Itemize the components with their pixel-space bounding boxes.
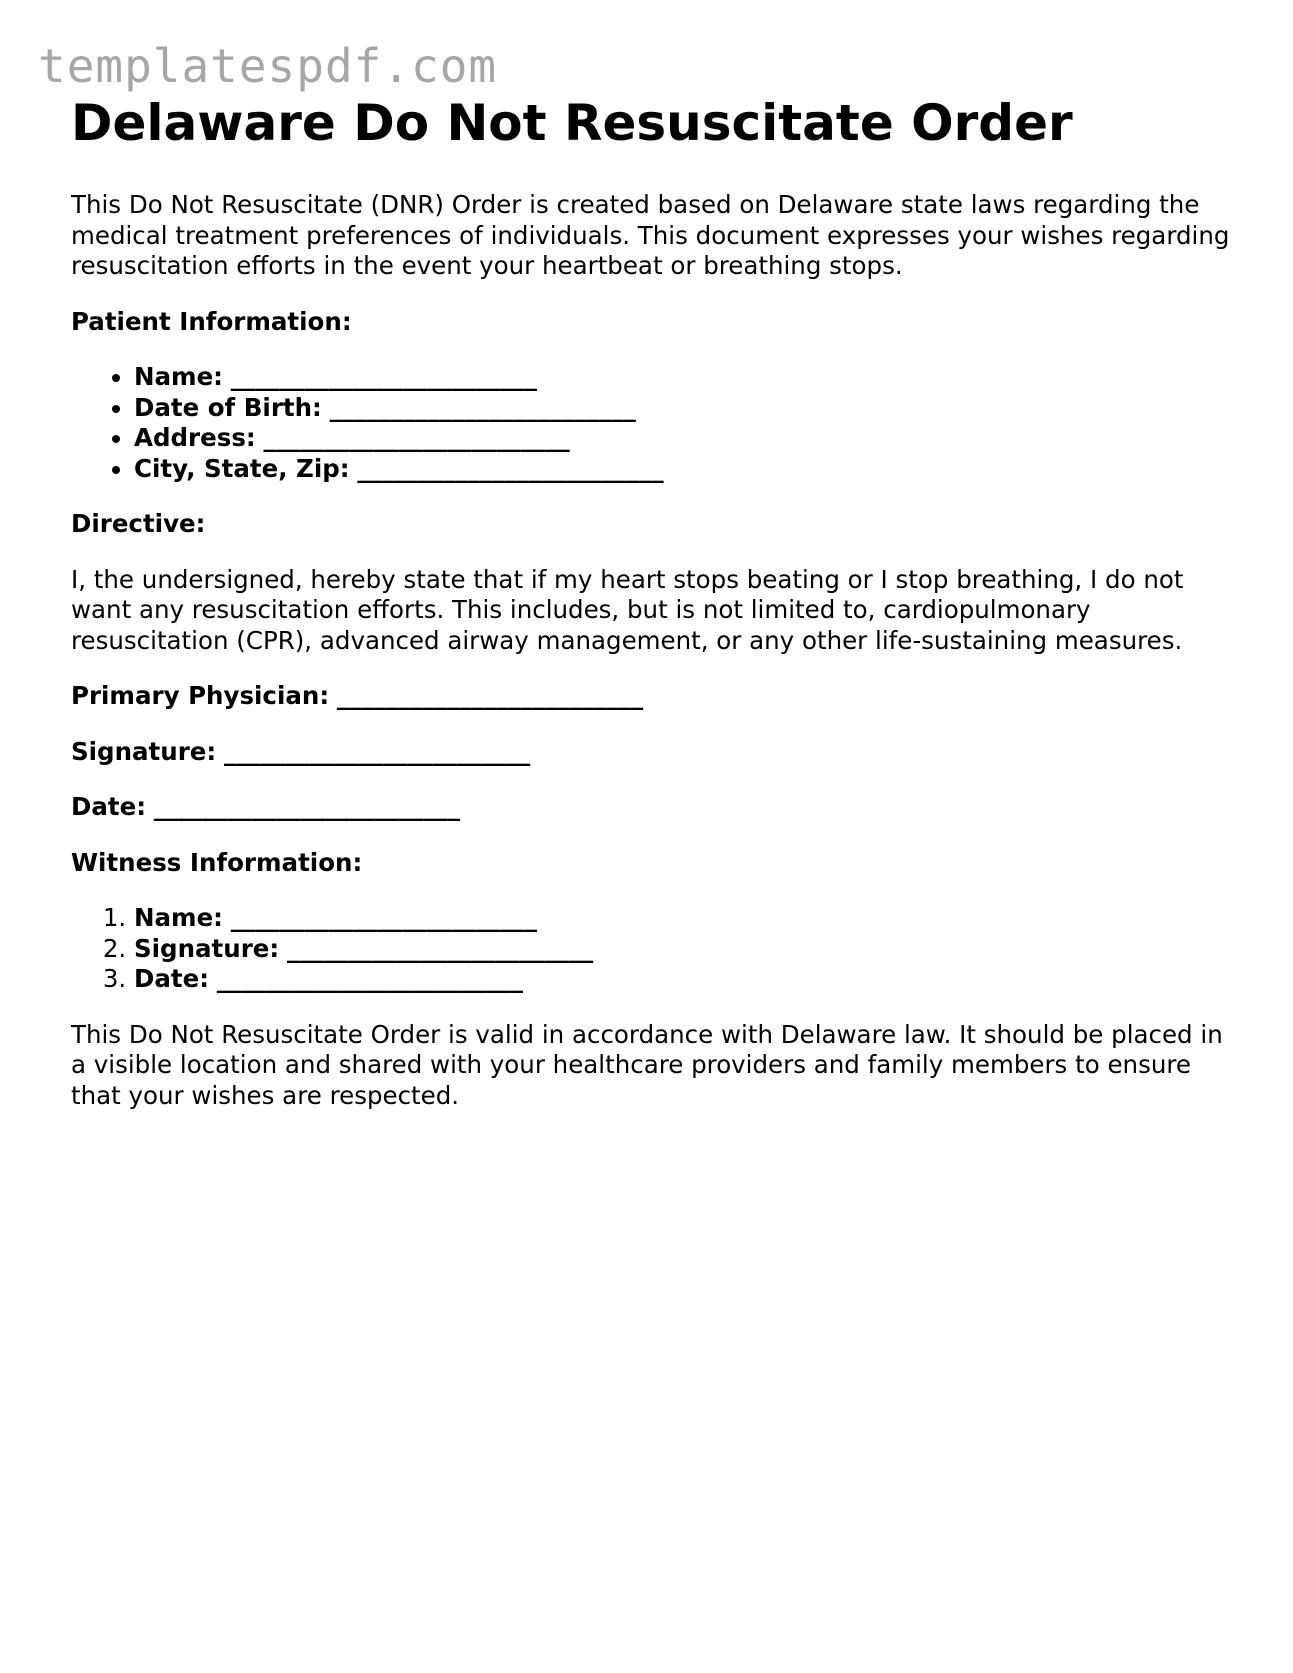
blank-line: _________________________ (336, 681, 644, 710)
blank-line: _________________________ (216, 964, 524, 993)
witness-info-list (71, 903, 1231, 995)
blank-line: _________________________ (230, 903, 538, 932)
directive-paragraph: I, the undersigned, hereby state that if my heart stops beating or I stop breathing, I do not want any resuscitation efforts. This includes, but is not limited to, cardiopulmonary resuscitation (CPR), advanced airway management, or any other life-sustaining measures. (71, 564, 1184, 655)
patient-city-state-zip-field[interactable] (134, 454, 1231, 485)
blank-line: _________________________ (224, 736, 531, 766)
field-label: Name: (134, 362, 223, 391)
field-label: Date of Birth: (134, 392, 322, 422)
witness-signature-field[interactable] (134, 934, 1231, 965)
field-label: City, State, Zip: (134, 453, 350, 483)
field-label: Signature: (134, 933, 280, 963)
field-label: Name: (134, 903, 223, 932)
blank-line: _________________________ (329, 392, 636, 422)
patient-dob-field[interactable] (134, 393, 1231, 424)
patient-info-heading: Patient Information: (71, 306, 352, 336)
primary-physician-field[interactable] (71, 681, 1231, 712)
intro-paragraph: This Do Not Resuscitate (DNR) Order is created based on Delaware state laws regarding the medical treatment preferences of individuals. This document expresses your wishes regarding resuscitation efforts in the event your heartbeat or breathing stops. (71, 190, 1230, 280)
blank-line: _________________________ (357, 453, 664, 483)
field-label: Signature: (71, 736, 217, 766)
witness-date-field[interactable] (134, 964, 1231, 995)
blank-line: _________________________ (230, 362, 538, 391)
page-title: Delaware Do Not Resuscitate Order (71, 94, 1073, 152)
directive-heading: Directive: (71, 509, 206, 538)
blank-line: _________________________ (287, 933, 594, 963)
witness-name-field[interactable] (134, 903, 1231, 934)
field-label: Address: (134, 423, 256, 452)
watermark: templatespdf.com (38, 39, 498, 93)
field-label: Primary Physician: (71, 681, 330, 710)
field-label: Date: (71, 792, 146, 821)
patient-info-list (71, 362, 1231, 484)
patient-address-field[interactable] (134, 423, 1231, 454)
date-field[interactable] (71, 792, 1231, 823)
field-label: Date: (134, 964, 209, 993)
patient-name-field[interactable] (134, 362, 1231, 393)
blank-line: _________________________ (153, 792, 461, 821)
document (71, 88, 1231, 1111)
signature-field[interactable] (71, 737, 1231, 768)
closing-paragraph: This Do Not Resuscitate Order is valid in accordance with Delaware law. It should be placed in a visible location and shared with your healthcare providers and family members to ensure that your wishes are respected. (71, 1019, 1223, 1110)
blank-line: _________________________ (263, 423, 570, 452)
witness-info-heading: Witness Information: (71, 847, 363, 877)
